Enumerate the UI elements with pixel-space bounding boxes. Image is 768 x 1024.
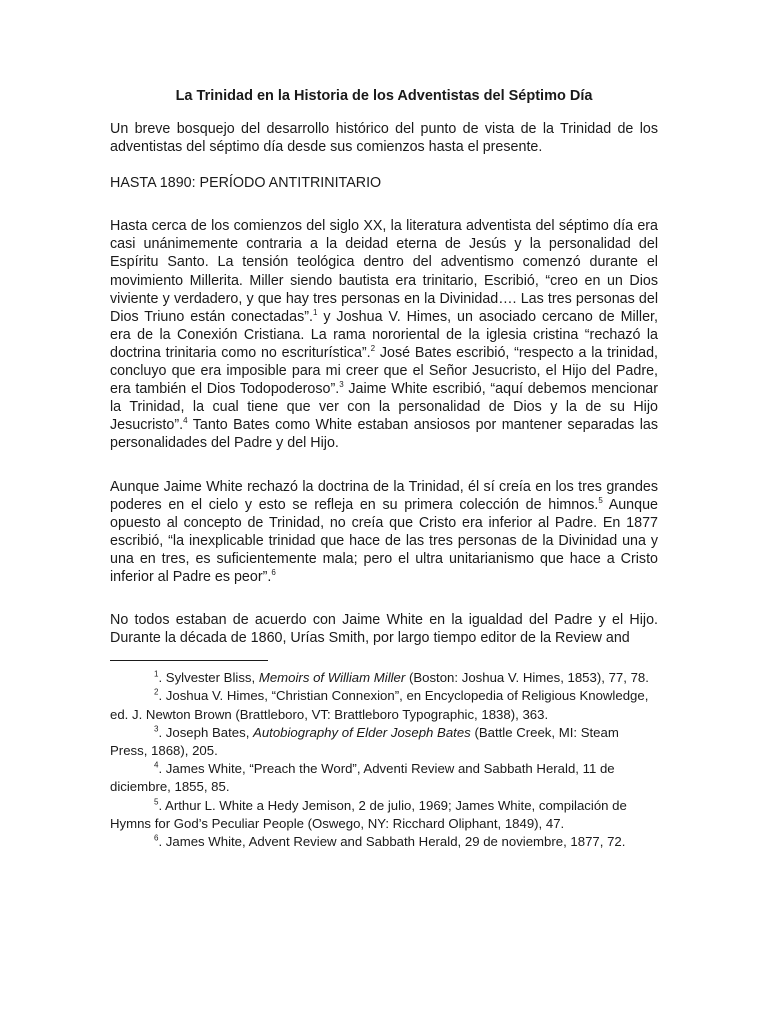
footnote-1 [110, 669, 658, 687]
footnote-number: 1 [154, 669, 159, 679]
footnote-2 [110, 687, 658, 723]
footnote-5 [110, 797, 658, 833]
body-paragraph-1 [110, 217, 658, 452]
footnote-ref: 4 [183, 416, 188, 426]
footnote-number: 3 [154, 724, 159, 734]
footnote-text: (Battle Creek, MI: Steam Press, 1868), 205. [110, 724, 619, 759]
footnote-ref: 5 [598, 495, 603, 505]
body-paragraph-2 [110, 478, 658, 587]
paragraph-text: Aunque opuesto al concepto de Trinidad, no creía que Cristo era inferior al Padre. En 1877 escribió, “la inexplicable trinidad que hace de las tres personas de la Divinidad una y una en tres, es suficientemente mala; pero el ultra unitarianismo que hace a Cristo inferior al Padre es peor”. [110, 496, 658, 585]
footnote-number: 6 [154, 833, 159, 843]
footnotes-list [110, 669, 658, 851]
footnote-text: . Sylvester Bliss, [158, 670, 259, 686]
section-heading: HASTA 1890: PERÍODO ANTITRINITARIO [110, 175, 382, 192]
footnote-ref: 3 [339, 380, 344, 390]
footnote-text: (Boston: Joshua V. Himes, 1853), 77, 78. [405, 670, 649, 686]
footnote-title: Memoirs of William Miller [258, 670, 406, 686]
paragraph-text: José Bates escribió, “respecto a la trinidad, concluyo que era imposible para mi creer que el Señor Jesucristo, el Hijo del Padre, era también el Dios Todopoderoso”. [110, 344, 658, 398]
paragraph-text: y Joshua V. Himes, un asociado cercano de Miller, era de la Conexión Cristiana. La rama nororiental de la iglesia cristina “rechazó la doctrina trinitaria como no escriturística”. [110, 308, 658, 361]
document-title: La Trinidad en la Historia de los Adventistas del Séptimo Día [175, 88, 593, 104]
footnote-text: . Joseph Bates, [158, 724, 254, 740]
footnote-number: 2 [154, 688, 159, 698]
footnote-ref: 1 [312, 307, 318, 317]
footnote-text: . Joshua V. Himes, “Christian Connexion”, en Encyclopedia of Religious Knowledge, ed. J. Newton Brown (Brattleboro, VT: Brattleboro Typographic, 1838), 363. [110, 688, 649, 722]
footnote-text: . James White, “Preach the Word”, Adventi Review and Sabbath Herald, 11 de diciembre, 1855, 85. [110, 761, 615, 795]
footnote-3 [110, 724, 658, 760]
lead-paragraph: Un breve bosquejo del desarrollo histórico del punto de vista de la Trinidad de los adventistas del séptimo día desde sus comienzos hasta el presente. [110, 121, 658, 156]
paragraph-text: Tanto Bates como White estaban ansiosos por mantener separadas las personalidades del Padre y del Hijo. [110, 417, 658, 452]
footnote-4 [110, 760, 658, 796]
footnote-6 [110, 833, 658, 851]
footnote-number: 4 [154, 760, 159, 770]
paragraph-text: Aunque Jaime White rechazó la doctrina de la Trinidad, él sí creía en los tres grandes poderes en el cielo y esto se refleja en su primera colección de himnos. [110, 478, 658, 513]
paragraph-text: Hasta cerca de los comienzos del siglo XX, la literatura adventista del séptimo día era casi unánimemente contraria a la deidad eterna de Jesús y la personalidad del Espíritu Santo. La tensión teológica dentro del adventismo comenzó durante el movimiento Millerita. Miller siendo bautista era trinitario, Escribió, “creo en un Dios viviente y verdadero, y que hay tres personas en la Divinidad…. Las tres personas del Dios Triuno están conectadas”. [110, 218, 658, 325]
footnote-text: . Arthur L. White a Hedy Jemison, 2 de julio, 1969; James White, compilación de Hymns for God’s Peculiar People (Oswego, NY: Ricchard Oliphant, 1849), 47. [110, 797, 627, 831]
footnote-ref: 6 [271, 568, 276, 578]
footnote-separator [110, 660, 268, 661]
body-paragraph-3: No todos estaban de acuerdo con Jaime White en la igualdad del Padre y el Hijo. Durante la década de 1860, Urías Smith, por largo tiempo editor de la Review and [110, 612, 658, 647]
paragraph-text: Jaime White escribió, “aquí debemos mencionar la Trinidad, la cual tiene que ver con la personalidad de Dios y la de su Hijo Jesucristo”. [110, 381, 658, 434]
footnote-title: Autobiography of Elder Joseph Bates [253, 724, 471, 740]
footnote-ref: 2 [370, 344, 376, 354]
footnote-number: 5 [154, 797, 159, 807]
footnote-text: . James White, Advent Review and Sabbath Herald, 29 de noviembre, 1877, 72. [158, 834, 626, 850]
